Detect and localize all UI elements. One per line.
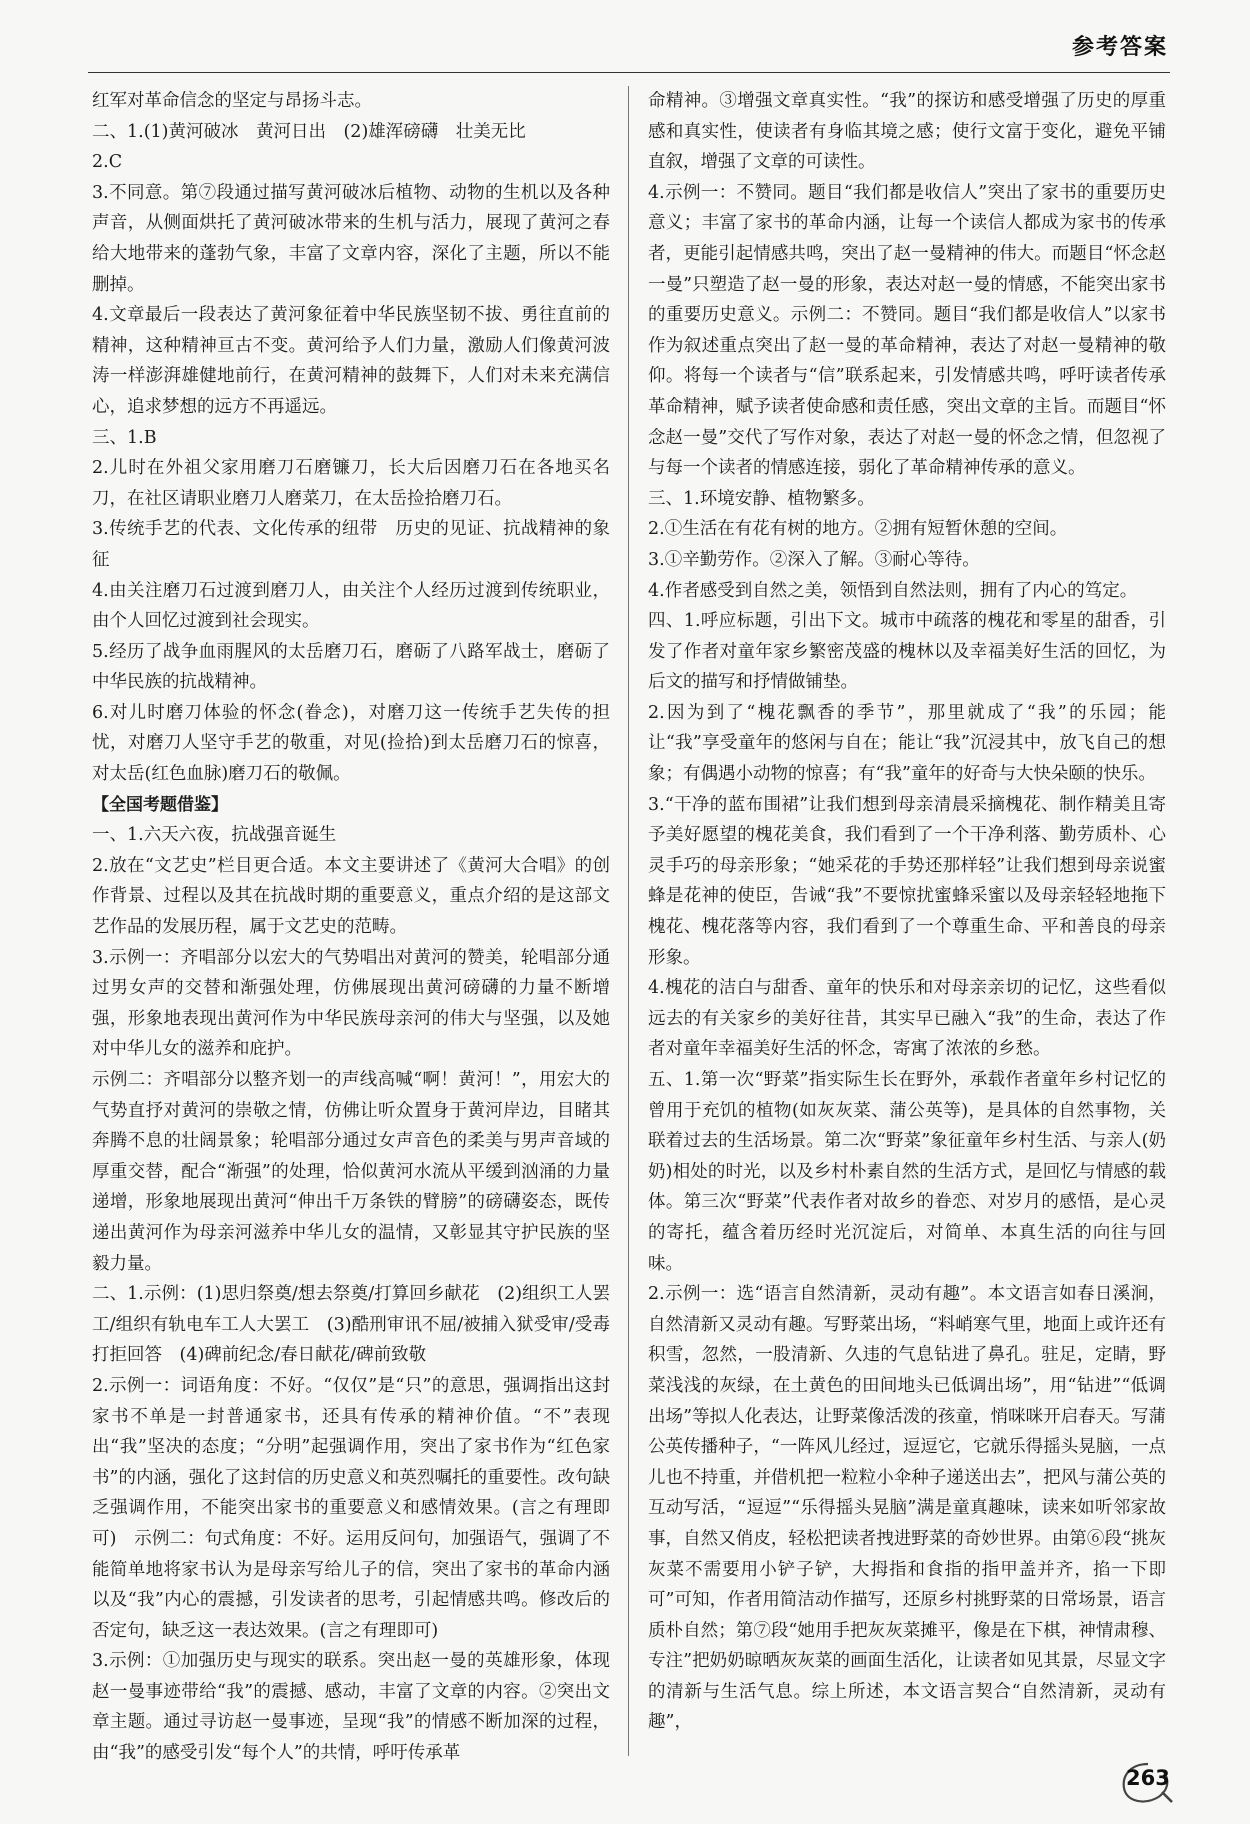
answer-paragraph: 4.作者感受到自然之美，领悟到自然法则，拥有了内心的笃定。: [648, 580, 1138, 601]
answer-paragraph: 2.放在“文艺史”栏目更合适。本文主要讲述了《黄河大合唱》的创作背景、过程以及其在抗战时期的重要意义，重点介绍的是这部文艺作品的发展历程，属于文艺史的范畴。: [92, 855, 610, 938]
answer-paragraph: 4.由关注磨刀石过渡到磨刀人，由关注个人经历过渡到传统职业，由个人回忆过渡到社会现实。: [92, 580, 610, 632]
answer-paragraph: 4.示例一：不赞同。题目“我们都是收信人”突出了家书的重要历史意义；丰富了家书的革命内涵，让每一个读信人都成为家书的传承者，更能引起情感共鸣，突出了赵一曼精神的伟大。而题目“怀念赵一曼”只塑造了赵一曼的形象，表达对赵一曼的情感，不能突出家书的重要历史意义。示例二：不赞同。题目“我们都是收信人”以家书作为叙述重点突出了赵一曼的革命精神，表达了对赵一曼精神的敬仰。将每一个读者与“信”联系起来，引发情感共鸣，呼吁读者传承革命精神，赋予读者使命感和责任感，突出文章的主旨。而题目“怀念赵一曼”交代了写作对象，表达了对赵一曼的怀念之情，但忽视了与每一个读者的情感连接，弱化了革命精神传承的意义。: [648, 182, 1166, 479]
answer-paragraph: 【全国考题借鉴】: [92, 794, 228, 815]
answer-paragraph: 2.①生活在有花有树的地方。②拥有短暂休憩的空间。: [648, 519, 1068, 540]
answer-paragraph: 2.C: [92, 152, 123, 173]
answer-paragraph: 5.经历了战争血雨腥风的太岳磨刀石，磨砺了八路军战士，磨砺了中华民族的抗战精神。: [92, 641, 610, 693]
page-number: 263: [1126, 1766, 1170, 1790]
answer-paragraph: 4.文章最后一段表达了黄河象征着中华民族坚韧不拔、勇往直前的精神，这种精神亘古不变。黄河给予人们力量，激励人们像黄河波涛一样澎湃雄健地前行，在黄河精神的鼓舞下，人们对未来充满信心，追求梦想的远方不再遥远。: [92, 305, 610, 417]
answer-paragraph: 三、1.B: [92, 427, 157, 448]
header-rule: [88, 72, 1170, 73]
answer-paragraph: 三、1.环境安静、植物繁多。: [648, 488, 875, 509]
answer-paragraph: 一、1.六天六夜，抗战强音诞生: [92, 825, 337, 846]
page-number-badge: [1118, 1758, 1176, 1806]
answer-paragraph: 3.示例：①加强历史与现实的联系。突出赵一曼的英雄形象，体现赵一曼事迹带给“我”的震撼、感动，丰富了文章的内容。②突出文章主题。通过寻访赵一曼事迹，呈现“我”的情感不断加深的过程，由“我”的感受引发“每个人”的共情，呼吁传承革: [92, 1651, 610, 1764]
answer-paragraph: 3.不同意。第⑦段通过描写黄河破冰后植物、动物的生机以及各种声音，从侧面烘托了黄河破冰带来的生机与活力，展现了黄河之春给大地带来的蓬勃气象，丰富了文章内容，深化了主题，所以不能删掉。: [92, 182, 610, 295]
right-column: [648, 86, 1166, 1738]
answer-paragraph: 3.传统手艺的代表、文化传承的纽带 历史的见证、抗战精神的象征: [92, 519, 610, 570]
answer-paragraph: 二、1.(1)黄河破冰 黄河日出 (2)雄浑磅礴 壮美无比: [92, 121, 526, 142]
left-column: [92, 86, 610, 1769]
answer-paragraph: 2.示例一：词语角度：不好。“仅仅”是“只”的意思，强调指出这封家书不单是一封普通家书，还具有传承的精神价值。“不”表现出“我”坚决的态度；“分明”起强调作用，突出了家书作为“红色家书”的内涵，强化了这封信的历史意义和英烈嘱托的重要性。改句缺乏强调作用，不能突出家书的重要意义和感情效果。(言之有理即可) 示例二：句式角度：不好。运用反问句，加强语气，强调了不能简单地将家书认为是母亲写给儿子的信，突出了家书的革命内涵以及“我”内心的震撼，引发读者的思考，引起情感共鸣。修改后的否定句，缺乏这一表达效果。(言之有理即可): [92, 1375, 610, 1641]
answer-paragraph: 五、1.第一次“野菜”指实际生长在野外，承载作者童年乡村记忆的曾用于充饥的植物(如灰灰菜、蒲公英等)，是具体的自然事物，关联着过去的生活场景。第二次“野菜”象征童年乡村生活、与亲人(奶奶)相处的时光，以及乡村朴素自然的生活方式，是回忆与情感的载体。第三次“野菜”代表作者对故乡的眷恋、对岁月的感悟，是心灵的寄托，蕴含着历经时光沉淀后，对简单、本真生活的向往与回味。: [648, 1070, 1166, 1274]
answer-paragraph: 二、1.示例：(1)思归祭奠/想去祭奠/打算回乡献花 (2)组织工人罢工/组织有轨电车工人大罢工 (3)酷刑审讯不屈/被捕入狱受审/受毒打拒回答 (4)碑前纪念/春日献花/碑前致敬: [92, 1284, 610, 1366]
answer-paragraph: 2.示例一：选“语言自然清新，灵动有趣”。本文语言如春日溪涧，自然清新又灵动有趣。写野菜出场，“料峭寒气里，地面上或许还有积雪，忽然，一股清新、久违的气息钻进了鼻孔。驻足，定睛，野菜浅浅的灰绿，在土黄色的田间地头已低调出场”，用“钻进”“低调出场”等拟人化表达，让野菜像活泼的孩童，悄咪咪开启春天。写蒲公英传播种子，“一阵风儿经过，逗逗它，它就乐得摇头晃脑，一点儿也不持重，并借机把一粒粒小伞种子递送出去”，把风与蒲公英的互动写活，“逗逗”“乐得摇头晃脑”满是童真趣味，读来如听邻家故事，自然又俏皮，轻松把读者拽进野菜的奇妙世界。由第⑥段“挑灰灰菜不需要用小铲子铲，大拇指和食指的指甲盖并齐，掐一下即可”可知，作者用简洁动作描写，还原乡村挑野菜的日常场景，语言质朴自然；第⑦段“她用手把灰灰菜摊平，像是在下棋，神情肃穆、专注”把奶奶晾晒灰灰菜的画面生活化，让读者如见其景，尽显文字的清新与生活气息。综上所述，本文语言契合“自然清新，灵动有趣”，: [648, 1284, 1166, 1733]
answer-paragraph: 红军对革命信念的坚定与昂扬斗志。: [92, 91, 372, 111]
column-divider: [628, 86, 629, 1756]
answer-paragraph: 6.对儿时磨刀体验的怀念(眷念)，对磨刀这一传统手艺失传的担忧，对磨刀人坚守手艺的敬重，对见(捡拾)到太岳磨刀石的惊喜，对太岳(红色血脉)磨刀石的敬佩。: [92, 702, 610, 785]
page-header-title: 参考答案: [1071, 35, 1168, 60]
answer-paragraph: 四、1.呼应标题，引出下文。城市中疏落的槐花和零星的甜香，引发了作者对童年家乡繁密茂盛的槐林以及幸福美好生活的回忆，为后文的描写和抒情做铺垫。: [648, 611, 1166, 693]
answer-paragraph: 3.示例一：齐唱部分以宏大的气势唱出对黄河的赞美，轮唱部分通过男女声的交替和渐强处理，仿佛展现出黄河磅礴的力量不断增强，形象地表现出黄河作为中华民族母亲河的伟大与坚强，以及她对中华儿女的滋养和庇护。: [92, 947, 610, 1060]
answer-paragraph: 示例二：齐唱部分以整齐划一的声线高喊“啊！黄河！”，用宏大的气势直抒对黄河的崇敬之情，仿佛让听众置身于黄河岸边，目睹其奔腾不息的壮阔景象；轮唱部分通过女声音色的柔美与男声音域的厚重交替，配合“渐强”的处理，恰似黄河水流从平缓到汹涌的力量递增，形象地展现出黄河“伸出千万条铁的臂膀”的磅礴姿态，既传递出黄河作为母亲河滋养中华儿女的温情，又彰显其守护民族的坚毅力量。: [92, 1070, 610, 1274]
answer-paragraph: 2.因为到了“槐花飘香的季节”，那里就成了“我”的乐园；能让“我”享受童年的悠闲与自在；能让“我”沉浸其中，放飞自己的想象；有偶遇小动物的惊喜；有“我”童年的好奇与大快朵颐的快乐。: [648, 702, 1166, 785]
answer-paragraph: 命精神。③增强文章真实性。“我”的探访和感受增强了历史的厚重感和真实性，使读者有身临其境之感；使行文富于变化，避免平铺直叙，增强了文章的可读性。: [648, 91, 1166, 173]
answer-paragraph: 4.槐花的洁白与甜香、童年的快乐和对母亲亲切的记忆，这些看似远去的有关家乡的美好往昔，其实早已融入“我”的生命，表达了作者对童年幸福美好生活的怀念，寄寓了浓浓的乡愁。: [648, 978, 1166, 1060]
answer-paragraph: 2.儿时在外祖父家用磨刀石磨镰刀，长大后因磨刀石在各地买名刀，在社区请职业磨刀人磨菜刀，在太岳捡拾磨刀石。: [92, 458, 610, 509]
answer-paragraph: 3.“干净的蓝布围裙”让我们想到母亲清晨采摘槐花、制作精美且寄予美好愿望的槐花美食，我们看到了一个干净利落、勤劳质朴、心灵手巧的母亲形象；“她采花的手势还那样轻”让我们想到母亲说蜜蜂是花神的使臣，告诫“我”不要惊扰蜜蜂采蜜以及母亲轻轻地拖下槐花、槐花落等内容，我们看到了一个尊重生命、平和善良的母亲形象。: [648, 794, 1166, 968]
answer-paragraph: 3.①辛勤劳作。②深入了解。③耐心等待。: [648, 549, 980, 570]
